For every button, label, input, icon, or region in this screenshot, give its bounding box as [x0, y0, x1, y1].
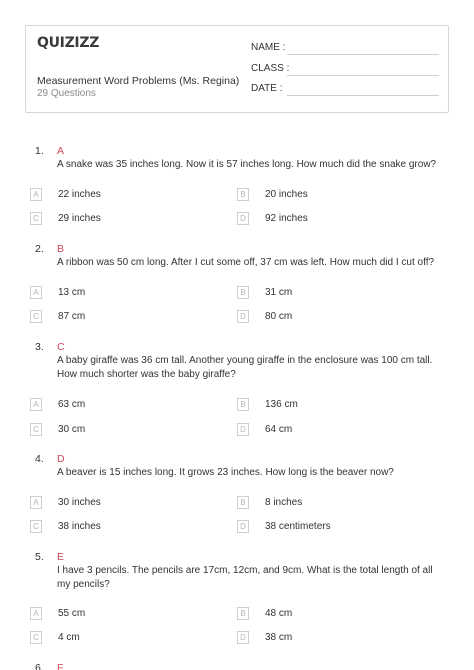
option-letter-box: C	[30, 520, 42, 533]
option-text: 8 inches	[265, 497, 303, 508]
option-text: 55 cm	[58, 608, 86, 619]
option-text: 38 cm	[265, 632, 293, 643]
option-text: 38 centimeters	[265, 521, 331, 532]
question-text: I have 3 pencils. The pencils are 17cm, 12cm, and 9cm. What is the total length of all my pencils?	[57, 565, 433, 590]
answer-key-letter: B	[57, 243, 65, 255]
question-number: 3.	[35, 341, 44, 353]
option-text: 30 cm	[58, 424, 86, 435]
class-label: CLASS :	[251, 63, 290, 74]
question-count: 29 Questions	[37, 88, 96, 99]
question-text: A ribbon was 50 cm long. After I cut some off, 37 cm was left. How much did I cut off?	[57, 257, 435, 268]
option-letter-box: D	[237, 520, 249, 533]
option-text: 63 cm	[58, 399, 86, 410]
worksheet-title: Measurement Word Problems (Ms. Regina)	[37, 75, 240, 87]
question-number: 2.	[35, 243, 44, 255]
option-letter-box: C	[30, 631, 42, 644]
name-label: NAME :	[251, 42, 286, 53]
option-letter-box: C	[30, 212, 42, 225]
question-number: 6.	[35, 662, 44, 670]
question-number: 5.	[35, 551, 44, 563]
option-text: 13 cm	[58, 287, 86, 298]
question-number: 1.	[35, 145, 44, 157]
answer-key-letter: E	[57, 551, 65, 563]
date-field-line	[287, 95, 439, 96]
option-text: 136 cm	[265, 399, 298, 410]
option-text: 30 inches	[58, 497, 101, 508]
option-text: 64 cm	[265, 424, 293, 435]
option-text: 22 inches	[58, 189, 101, 200]
date-label: DATE :	[251, 83, 283, 94]
option-letter-box: A	[30, 188, 42, 201]
quizizz-logo: QUIZIZZ	[37, 35, 100, 51]
option-text: 38 inches	[58, 521, 101, 532]
option-letter-box: D	[237, 212, 249, 225]
option-text: 4 cm	[58, 632, 80, 643]
option-text: 20 inches	[265, 189, 308, 200]
question-text: A snake was 35 inches long. Now it is 57 inches long. How much did the snake grow?	[57, 159, 437, 170]
option-letter-box: B	[237, 398, 249, 411]
option-letter-box: A	[30, 607, 42, 620]
option-letter-box: D	[237, 631, 249, 644]
question-text: A baby giraffe was 36 cm tall. Another young giraffe in the enclosure was 100 cm tall. How much shorter was the baby giraffe?	[57, 355, 433, 380]
option-text: 92 inches	[265, 213, 308, 224]
option-letter-box: D	[237, 310, 249, 323]
option-letter-box: A	[30, 398, 42, 411]
class-field-line	[287, 75, 439, 76]
answer-key-letter: A	[57, 145, 65, 157]
option-letter-box: B	[237, 607, 249, 620]
option-letter-box: C	[30, 310, 42, 323]
answer-key-letter: D	[57, 453, 65, 465]
option-text: 87 cm	[58, 311, 86, 322]
question-text: A beaver is 15 inches long. It grows 23 inches. How long is the beaver now?	[57, 467, 394, 478]
question-number: 4.	[35, 453, 44, 465]
option-letter-box: B	[237, 188, 249, 201]
answer-key-letter: C	[57, 341, 65, 353]
option-letter-box: B	[237, 496, 249, 509]
option-letter-box: D	[237, 423, 249, 436]
name-field-line	[287, 54, 439, 55]
option-letter-box: B	[237, 286, 249, 299]
option-text: 31 cm	[265, 287, 293, 298]
option-text: 29 inches	[58, 213, 101, 224]
option-letter-box: C	[30, 423, 42, 436]
worksheet-header	[25, 25, 449, 113]
option-letter-box: A	[30, 496, 42, 509]
option-letter-box: A	[30, 286, 42, 299]
option-text: 48 cm	[265, 608, 293, 619]
answer-key-letter: F	[57, 662, 64, 670]
option-text: 80 cm	[265, 311, 293, 322]
